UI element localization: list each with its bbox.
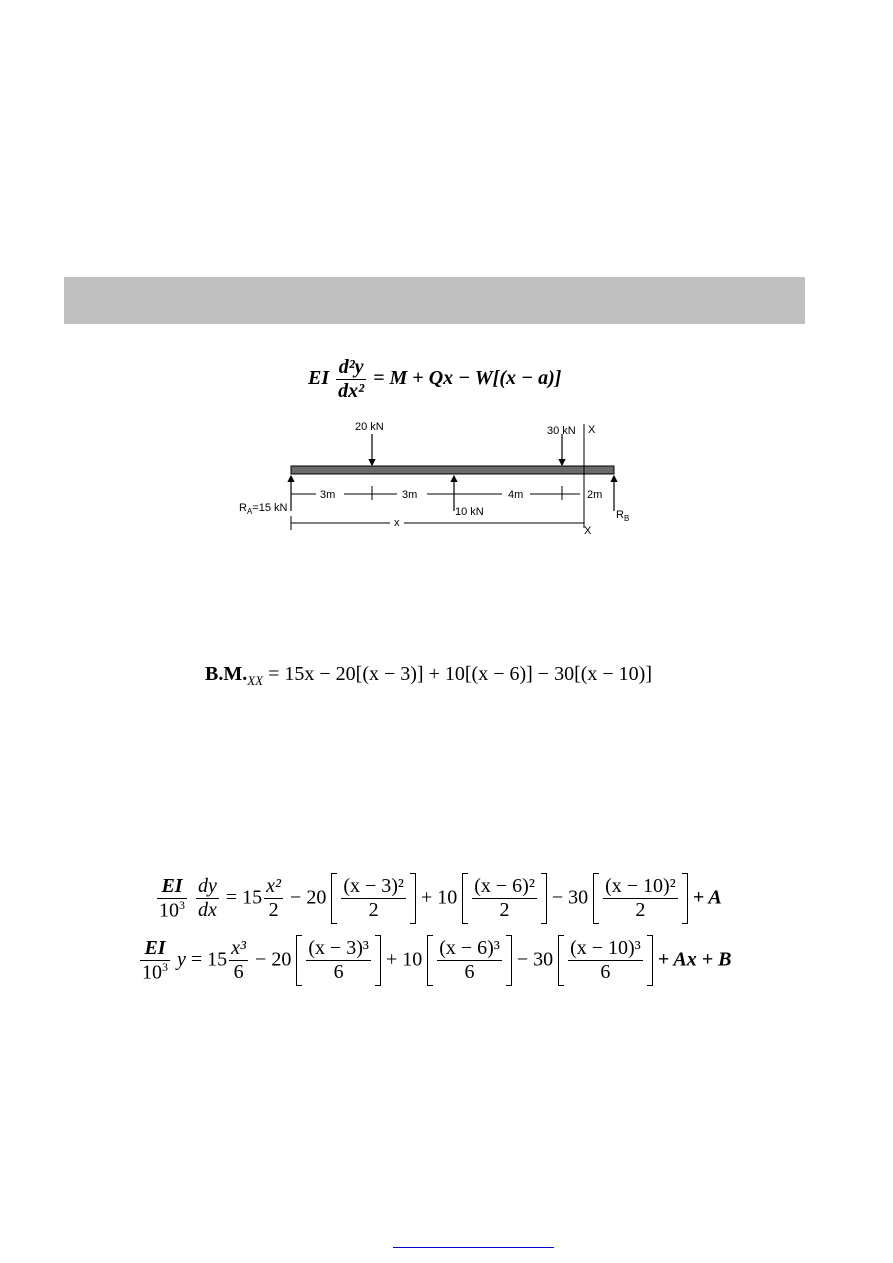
reaction-label-b: $R_B$ bbox=[616, 509, 630, 523]
dimension-3m-second: 3m bbox=[402, 489, 418, 501]
second-derivative-fraction bbox=[336, 356, 366, 403]
equation-rhs: = M + Qx − W[(x − a)] bbox=[373, 367, 562, 390]
bracket-term-1: $\frac{\text{(x − 3)²}}{2}$ bbox=[331, 875, 416, 922]
bracket-term-3: $\frac{\text{(x − 10)²}}{2}$ bbox=[593, 875, 688, 922]
bracket-term-2: $\frac{\text{(x − 6)²}}{2}$ bbox=[462, 875, 547, 922]
beam bbox=[291, 466, 614, 474]
bm-rhs: = 15x − 20[(x − 3)] + 10[(x − 6)] − 30[(x − 10)] bbox=[268, 663, 652, 685]
ei-over-1000: $\frac{EI}{10^3}$ bbox=[159, 875, 185, 922]
bm-subscript: XX bbox=[247, 673, 264, 688]
ei-term: EI bbox=[308, 367, 330, 390]
ei-over-1000: $\frac{EI}{10^3}$ bbox=[142, 937, 168, 984]
bracket-term-2: $\frac{\text{(x − 6)³}}{6}$ bbox=[427, 937, 512, 984]
bending-moment-equation bbox=[205, 663, 652, 689]
support-label-10kn: 10 kN bbox=[455, 506, 484, 518]
section-label-top: X bbox=[588, 424, 596, 436]
dimension-2m: 2m bbox=[587, 489, 603, 501]
beam-diagram bbox=[232, 416, 652, 541]
load-label-20kn: 20 kN bbox=[355, 421, 384, 433]
bm-label: B.M. bbox=[205, 663, 248, 685]
section-label-bottom: X bbox=[584, 525, 592, 537]
slope-equation: $\frac{EI}{10^3}$ $\frac{dy}{dx}$ = 15 $\frac{\text{x²}}{2}$ − 20 $\frac{\text{(x − 3)²}}{2}$ + 10 $\frac{\text{(x − 6)²}}{2}$ − 30 $\frac{\text{(x − 10)²}}{2}$ + A bbox=[159, 875, 722, 922]
x-dimension-line bbox=[291, 516, 584, 530]
footer-link[interactable] bbox=[393, 1245, 554, 1248]
section-header-bar bbox=[64, 277, 805, 324]
bracket-term-3: $\frac{\text{(x − 10)³}}{6}$ bbox=[558, 937, 653, 984]
general-bending-equation bbox=[308, 356, 561, 403]
x-dimension-label: x bbox=[394, 517, 400, 529]
dimension-3m-first: 3m bbox=[320, 489, 336, 501]
denominator: dx² bbox=[338, 380, 365, 402]
numerator: d²y bbox=[336, 356, 366, 380]
deflection-equation: $\frac{EI}{10^3}$ y = 15 $\frac{\text{x³}}{6}$ − 20 $\frac{\text{(x − 3)³}}{6}$ + 10 $\frac{\text{(x − 6)³}}{6}$ − 30 $\frac{\text{(x − 10)³}}{6}$ + Ax + B bbox=[142, 937, 732, 984]
bracket-term-1: $\frac{\text{(x − 3)³}}{6}$ bbox=[296, 937, 381, 984]
load-label-30kn: 30 kN bbox=[547, 425, 576, 437]
reaction-label-a: $R_A=15$ kN bbox=[239, 502, 288, 516]
dy-dx: $\frac{dy}{dx}$ bbox=[198, 875, 217, 922]
dimension-4m: 4m bbox=[508, 489, 524, 501]
